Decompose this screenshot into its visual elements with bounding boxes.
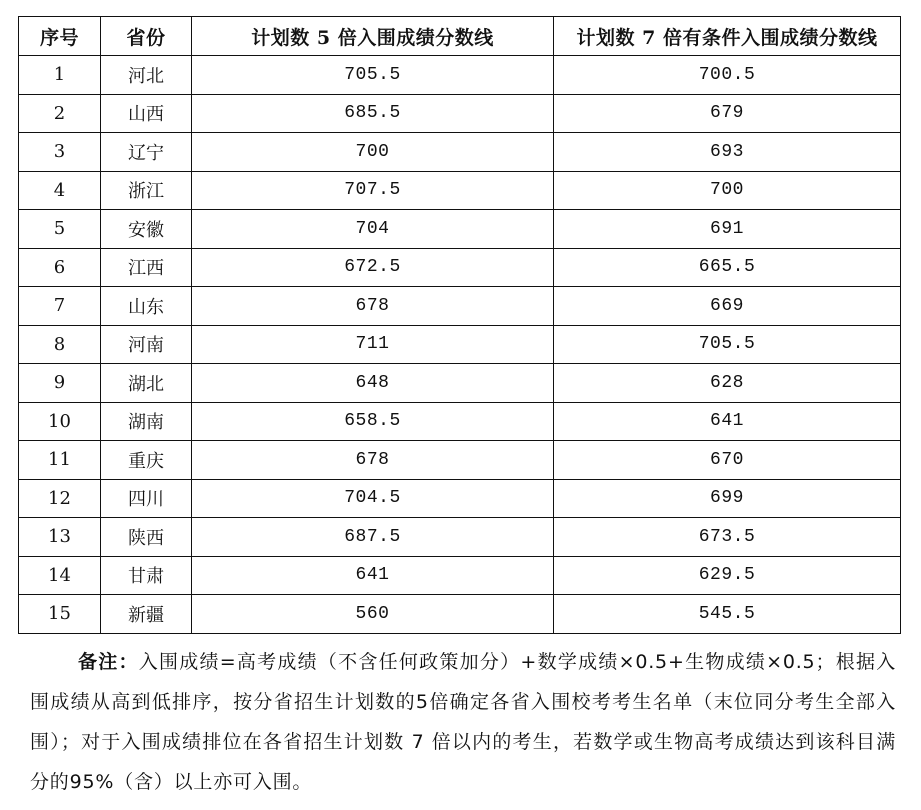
cell-seven-times-cutoff: 700.5 xyxy=(554,56,901,95)
table-row xyxy=(19,479,901,518)
cell-seven-times-cutoff: 545.5 xyxy=(554,595,901,634)
table-row xyxy=(19,441,901,480)
table-row xyxy=(19,94,901,133)
table-row xyxy=(19,364,901,403)
cell-province: 河南 xyxy=(101,325,192,364)
cell-index: 8 xyxy=(19,325,101,364)
cell-seven-times-cutoff: 691 xyxy=(554,210,901,249)
cell-five-times-cutoff: 705.5 xyxy=(192,56,554,95)
cell-province: 浙江 xyxy=(101,171,192,210)
table-row xyxy=(19,325,901,364)
cell-five-times-cutoff: 687.5 xyxy=(192,518,554,557)
cell-province: 陕西 xyxy=(101,518,192,557)
cell-index: 5 xyxy=(19,210,101,249)
cell-index: 2 xyxy=(19,94,101,133)
cell-five-times-cutoff: 678 xyxy=(192,441,554,480)
table-header-row xyxy=(19,17,901,56)
cutoff-score-table xyxy=(18,16,901,634)
cell-province: 湖北 xyxy=(101,364,192,403)
cell-five-times-cutoff: 658.5 xyxy=(192,402,554,441)
cell-five-times-cutoff: 672.5 xyxy=(192,248,554,287)
cell-index: 3 xyxy=(19,133,101,172)
cell-index: 12 xyxy=(19,479,101,518)
cell-seven-times-cutoff: 665.5 xyxy=(554,248,901,287)
note-text: 入围成绩=高考成绩（不含任何政策加分）+数学成绩×0.5+生物成绩×0.5；根据入围成绩从高到低排序，按分省招生计划数的5倍确定各省入围校考考生名单（末位同分考生全部入围）；对于入围成绩排位在各省招生计划数 7 倍以内的考生，若数学或生物高考成绩达到该科目满分的95%（含）以上亦可入围。 xyxy=(30,651,896,793)
cell-index: 15 xyxy=(19,595,101,634)
cell-seven-times-cutoff: 673.5 xyxy=(554,518,901,557)
table-row xyxy=(19,210,901,249)
table-row xyxy=(19,518,901,557)
cell-five-times-cutoff: 707.5 xyxy=(192,171,554,210)
cell-five-times-cutoff: 704.5 xyxy=(192,479,554,518)
cell-five-times-cutoff: 685.5 xyxy=(192,94,554,133)
table-row xyxy=(19,133,901,172)
cell-index: 7 xyxy=(19,287,101,326)
table-row xyxy=(19,402,901,441)
cell-index: 13 xyxy=(19,518,101,557)
cell-province: 山东 xyxy=(101,287,192,326)
table-row xyxy=(19,248,901,287)
cell-five-times-cutoff: 700 xyxy=(192,133,554,172)
cell-index: 14 xyxy=(19,556,101,595)
cell-five-times-cutoff: 560 xyxy=(192,595,554,634)
table-body xyxy=(19,56,901,634)
header-index: 序号 xyxy=(19,17,101,56)
cell-index: 11 xyxy=(19,441,101,480)
cell-province: 甘肃 xyxy=(101,556,192,595)
cell-province: 安徽 xyxy=(101,210,192,249)
cell-index: 9 xyxy=(19,364,101,403)
cell-seven-times-cutoff: 670 xyxy=(554,441,901,480)
cell-seven-times-cutoff: 693 xyxy=(554,133,901,172)
cell-province: 山西 xyxy=(101,94,192,133)
cell-province: 湖南 xyxy=(101,402,192,441)
cell-province: 重庆 xyxy=(101,441,192,480)
cell-index: 10 xyxy=(19,402,101,441)
cell-five-times-cutoff: 711 xyxy=(192,325,554,364)
cell-province: 辽宁 xyxy=(101,133,192,172)
cell-five-times-cutoff: 704 xyxy=(192,210,554,249)
cell-index: 1 xyxy=(19,56,101,95)
cell-seven-times-cutoff: 629.5 xyxy=(554,556,901,595)
cell-five-times-cutoff: 641 xyxy=(192,556,554,595)
cell-index: 4 xyxy=(19,171,101,210)
header-seven-times-cutoff: 计划数 7 倍有条件入围成绩分数线 xyxy=(554,17,901,56)
cell-seven-times-cutoff: 669 xyxy=(554,287,901,326)
table-row xyxy=(19,287,901,326)
cell-province: 四川 xyxy=(101,479,192,518)
cell-seven-times-cutoff: 700 xyxy=(554,171,901,210)
cell-seven-times-cutoff: 679 xyxy=(554,94,901,133)
note-paragraph xyxy=(30,642,896,802)
cell-seven-times-cutoff: 699 xyxy=(554,479,901,518)
header-province: 省份 xyxy=(101,17,192,56)
table-row xyxy=(19,171,901,210)
cell-seven-times-cutoff: 628 xyxy=(554,364,901,403)
table-row xyxy=(19,595,901,634)
header-five-times-cutoff: 计划数 5 倍入围成绩分数线 xyxy=(192,17,554,56)
cell-province: 新疆 xyxy=(101,595,192,634)
note-label: 备注： xyxy=(78,651,139,673)
cell-province: 江西 xyxy=(101,248,192,287)
table-row xyxy=(19,56,901,95)
cell-five-times-cutoff: 678 xyxy=(192,287,554,326)
cell-seven-times-cutoff: 705.5 xyxy=(554,325,901,364)
cell-index: 6 xyxy=(19,248,101,287)
cell-five-times-cutoff: 648 xyxy=(192,364,554,403)
cell-seven-times-cutoff: 641 xyxy=(554,402,901,441)
cell-province: 河北 xyxy=(101,56,192,95)
table-row xyxy=(19,556,901,595)
